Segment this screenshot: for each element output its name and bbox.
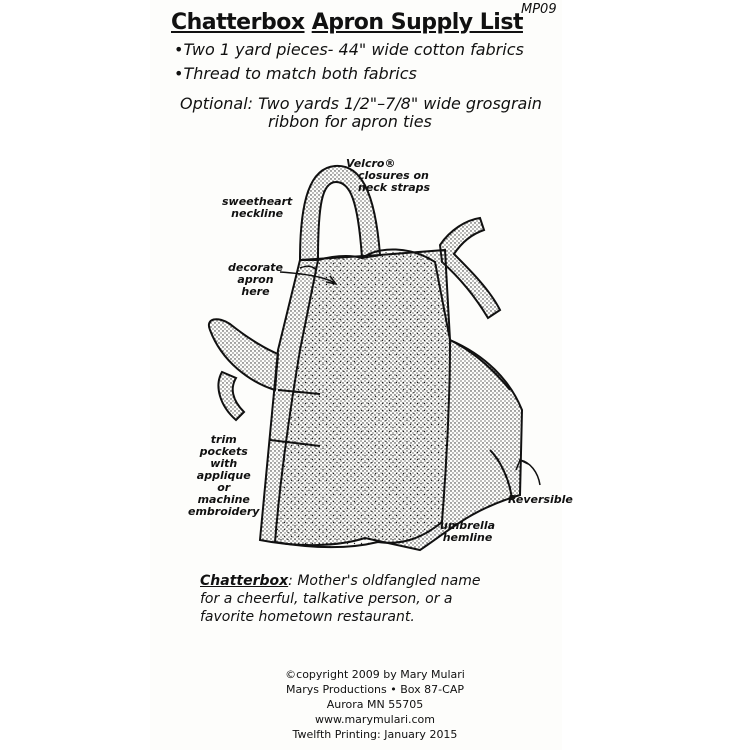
definition-line-1: : Mother's oldfangled name <box>288 573 481 589</box>
pattern-code: MP09 <box>521 2 557 17</box>
label-reversible: Reversible <box>508 493 573 506</box>
label-trim-pockets: trim pockets with applique or machine embroidery <box>188 433 260 518</box>
optional-line-2: ribbon for apron ties <box>268 112 432 131</box>
optional-label: Optional: <box>180 94 254 113</box>
supply-item-2: •Thread to match both fabrics <box>174 64 417 83</box>
footer-printing: Twelfth Printing: January 2015 <box>292 728 458 741</box>
definition-line-2: for a cheerful, talkative person, or a <box>200 591 453 607</box>
definition <box>200 572 480 626</box>
optional-text-1: Two yards 1/2"–7/8" wide grosgrain <box>258 94 542 113</box>
definition-term: Chatterbox <box>200 573 289 589</box>
title-part1: Chatterbox <box>171 10 305 35</box>
footer-publisher: Marys Productions • Box 87-CAP <box>286 683 464 696</box>
title-part2: Apron Supply List <box>311 10 523 35</box>
footer <box>250 667 500 742</box>
optional-line-1 <box>180 94 542 113</box>
label-sweetheart: sweetheart neckline <box>222 195 293 220</box>
footer-address: Aurora MN 55705 <box>326 698 424 711</box>
footer-website: www.marymulari.com <box>314 713 436 726</box>
page-title <box>171 10 523 35</box>
definition-line-3: favorite hometown restaurant. <box>200 609 415 625</box>
right-tie-shape <box>440 218 500 318</box>
footer-copyright: ©copyright 2009 by Mary Mulari <box>285 668 465 681</box>
supply-item-1: •Two 1 yard pieces- 44" wide cotton fabrics <box>174 40 524 59</box>
label-decorate: decorate apron here <box>228 261 283 298</box>
label-umbrella: umbrella hemline <box>440 519 496 544</box>
label-velcro: Velcro® closures on neck straps <box>346 157 431 194</box>
